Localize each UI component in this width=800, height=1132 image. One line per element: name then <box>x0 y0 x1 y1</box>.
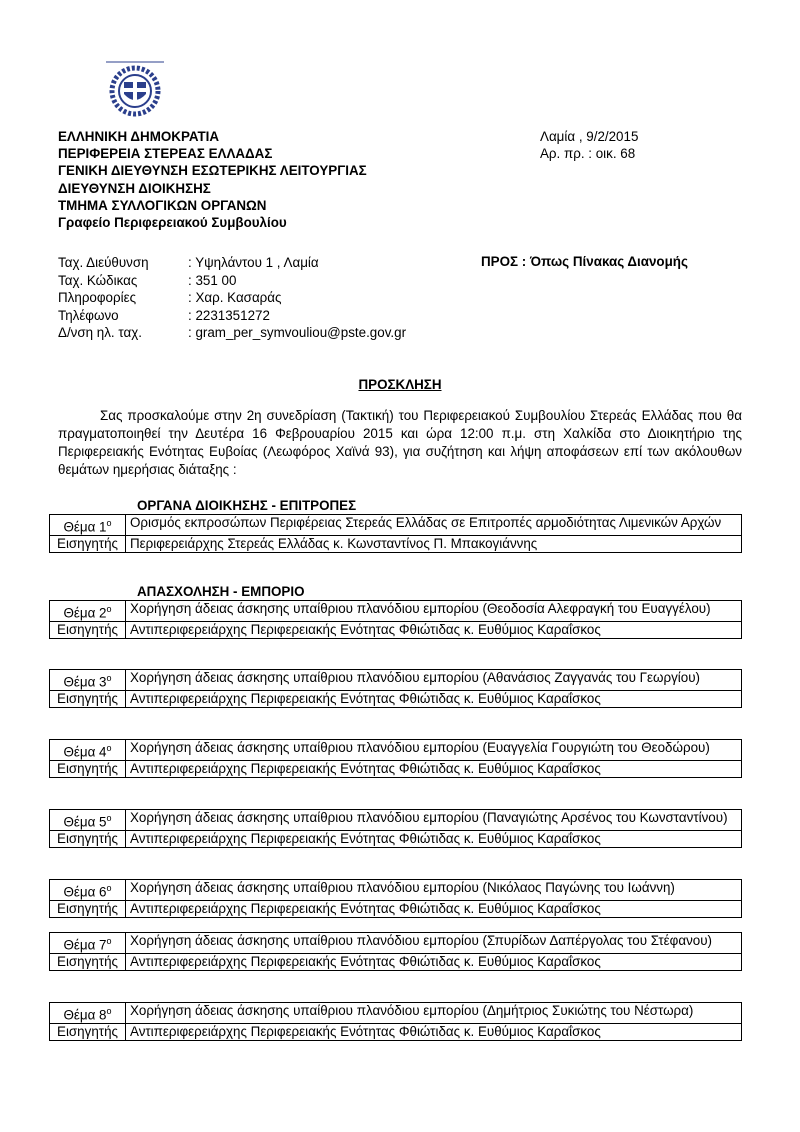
contact-row <box>58 324 406 342</box>
contact-value: : Χαρ. Κασαράς <box>188 290 282 306</box>
contact-row <box>58 272 406 290</box>
topic-row <box>50 880 742 901</box>
topic-row <box>50 1003 742 1024</box>
topic-subject: Ορισμός εκπροσώπων Περιφέρειας Στερεάς Ελλάδας σε Επιτροπές αρμοδιότητας Λιμενικών Αρχών <box>126 515 742 536</box>
contact-label: Ταχ. Διεύθυνση <box>58 255 149 270</box>
section-heading: ΑΠΑΣΧΟΛΗΣΗ - ΕΜΠΟΡΙΟ <box>137 584 305 599</box>
rapporteur-name: Αντιπεριφερειάρχης Περιφερειακής Ενότητας Φθιώτιδας κ. Ευθύμιος Καραΐσκος <box>126 691 742 708</box>
contact-label: Ταχ. Κώδικας <box>58 272 138 288</box>
topic-subject: Χορήγηση άδειας άσκησης υπαίθριου πλανόδιου εμπορίου (Σπυρίδων Δαπέργολας του Στέφανου) <box>126 933 742 954</box>
topic-label: Θέμα $5^o$ <box>50 810 126 831</box>
topic-table <box>49 879 742 918</box>
rapporteur-row <box>50 691 742 708</box>
rapporteur-name: Αντιπεριφερειάρχης Περιφερειακής Ενότητας Φθιώτιδας κ. Ευθύμιος Καραΐσκος <box>126 954 742 971</box>
contact-label: Δ/νση ηλ. ταχ. <box>58 325 142 341</box>
topic-table <box>49 669 742 708</box>
date-protocol-block <box>540 128 638 162</box>
contact-block <box>58 254 406 342</box>
protocol-number: Αρ. πρ. : οικ. 68 <box>540 146 636 162</box>
topic-subject: Χορήγηση άδειας άσκησης υπαίθριου πλανόδιου εμπορίου (Δημήτριος Συκιώτης του Νέστωρα) <box>126 1003 742 1024</box>
rapporteur-row <box>50 1024 742 1041</box>
topic-subject: Χορήγηση άδειας άσκησης υπαίθριου πλανόδιου εμπορίου (Θεοδοσία Αλεφραγκή του Ευαγγέλου) <box>126 601 742 622</box>
topic-table <box>49 600 742 639</box>
issuer-block <box>58 128 367 231</box>
contact-email: : gram_per_symvouliou@pste.gov.gr <box>188 325 407 341</box>
contact-row <box>58 307 406 325</box>
contact-value: : 2231351272 <box>188 307 270 323</box>
topic-row <box>50 670 742 691</box>
contact-value: : Υψηλάντου 1 , Λαμία <box>188 255 319 270</box>
contact-label: Πληροφορίες <box>58 290 137 306</box>
document-date: Λαμία , 9/2/2015 <box>540 129 639 144</box>
issuer-line: ΤΜΗΜΑ ΣΥΛΛΟΓΙΚΩΝ ΟΡΓΑΝΩΝ <box>58 197 267 213</box>
rapporteur-row <box>50 831 742 848</box>
contact-row <box>58 289 406 307</box>
issuer-line: ΕΛΛΗΝΙΚΗ ΔΗΜΟΚΡΑΤΙΑ <box>58 129 220 144</box>
document-title: ΠΡΟΣΚΛΗΣΗ <box>358 377 442 392</box>
rapporteur-label: Εισηγητής <box>50 622 126 639</box>
contact-value: : 351 00 <box>188 272 237 288</box>
topic-row <box>50 515 742 536</box>
contact-row <box>58 254 406 272</box>
topic-label: Θέμα $4^o$ <box>50 740 126 761</box>
topic-row <box>50 810 742 831</box>
rapporteur-label: Εισηγητής <box>50 954 126 971</box>
topic-table <box>49 514 742 553</box>
topic-label: Θέμα $2^o$ <box>50 601 126 622</box>
topic-subject: Χορήγηση άδειας άσκησης υπαίθριου πλανόδιου εμπορίου (Νικόλαος Παγώνης του Ιωάννη) <box>126 880 742 901</box>
rapporteur-row <box>50 901 742 918</box>
rapporteur-name: Αντιπεριφερειάρχης Περιφερειακής Ενότητας Φθιώτιδας κ. Ευθύμιος Καραΐσκος <box>126 831 742 848</box>
rapporteur-name: Περιφερειάρχης Στερεάς Ελλάδας κ. Κωνσταντίνος Π. Μπακογιάννης <box>126 536 742 553</box>
topic-label: Θέμα $6^o$ <box>50 880 126 901</box>
rapporteur-label: Εισηγητής <box>50 831 126 848</box>
rapporteur-label: Εισηγητής <box>50 1024 126 1041</box>
recipient-line: ΠΡΟΣ : Όπως Πίνακας Διανομής <box>481 254 688 269</box>
issuer-line: ΓΕΝΙΚΗ ΔΙΕΥΘΥΝΣΗ ΕΣΩΤΕΡΙΚΗΣ ΛΕΙΤΟΥΡΓΙΑΣ <box>58 163 367 179</box>
topic-subject: Χορήγηση άδειας άσκησης υπαίθριου πλανόδιου εμπορίου (Παναγιώτης Αρσένος του Κωνσταντίνου) <box>126 810 742 831</box>
hellenic-republic-emblem-icon <box>104 60 166 118</box>
topic-label: Θέμα $1^o$ <box>50 515 126 536</box>
section-heading: ΟΡΓΑΝΑ ΔΙΟΙΚΗΣΗΣ - ΕΠΙΤΡΟΠΕΣ <box>137 498 357 513</box>
topic-label: Θέμα $3^o$ <box>50 670 126 691</box>
topic-row <box>50 933 742 954</box>
rapporteur-name: Αντιπεριφερειάρχης Περιφερειακής Ενότητας Φθιώτιδας κ. Ευθύμιος Καραΐσκος <box>126 901 742 918</box>
issuer-line: ΠΕΡΙΦΕΡΕΙΑ ΣΤΕΡΕΑΣ ΕΛΛΑΔΑΣ <box>58 146 273 162</box>
topic-table <box>49 809 742 848</box>
rapporteur-label: Εισηγητής <box>50 691 126 708</box>
topic-table <box>49 932 742 971</box>
rapporteur-label: Εισηγητής <box>50 536 126 553</box>
topic-subject: Χορήγηση άδειας άσκησης υπαίθριου πλανόδιου εμπορίου (Αθανάσιος Ζαγγανάς του Γεωργίου) <box>126 670 742 691</box>
topic-row <box>50 740 742 761</box>
topic-row <box>50 601 742 622</box>
rapporteur-label: Εισηγητής <box>50 761 126 778</box>
contact-label: Τηλέφωνο <box>58 307 119 323</box>
rapporteur-row <box>50 622 742 639</box>
issuer-line: ΔΙΕΥΘΥΝΣΗ ΔΙΟΙΚΗΣΗΣ <box>58 180 211 196</box>
rapporteur-row <box>50 954 742 971</box>
rapporteur-name: Αντιπεριφερειάρχης Περιφερειακής Ενότητας Φθιώτιδας κ. Ευθύμιος Καραΐσκος <box>126 761 742 778</box>
topic-label: Θέμα $7^o$ <box>50 933 126 954</box>
rapporteur-row <box>50 536 742 553</box>
issuer-line: Γραφείο Περιφερειακού Συμβουλίου <box>58 215 287 231</box>
topic-subject: Χορήγηση άδειας άσκησης υπαίθριου πλανόδιου εμπορίου (Ευαγγελία Γουργιώτη του Θεοδώρου) <box>126 740 742 761</box>
topic-table <box>49 1002 742 1041</box>
topic-label: Θέμα $8^o$ <box>50 1003 126 1024</box>
topic-table <box>49 739 742 778</box>
rapporteur-label: Εισηγητής <box>50 901 126 918</box>
rapporteur-row <box>50 761 742 778</box>
rapporteur-name: Αντιπεριφερειάρχης Περιφερειακής Ενότητας Φθιώτιδας κ. Ευθύμιος Καραΐσκος <box>126 1024 742 1041</box>
intro-paragraph: Σας προσκαλούμε στην 2η συνεδρίαση (Τακτική) του Περιφερειακού Συμβουλίου Στερεάς Ελλάδας που θα πραγματοποιηθεί την Δευτέρα 16 Φεβρουαρίου 2015 και ώρα 12:00 π.μ. στη Χαλκίδα στο Διοικητήριο της Περιφερειακής Ενότητας Ευβοίας (Λεωφόρος Χαϊνά 93), για συζήτηση και λήψη αποφάσεων επί των ακόλουθων θεμάτων ημερήσιας διάταξης : <box>58 408 742 477</box>
rapporteur-name: Αντιπεριφερειάρχης Περιφερειακής Ενότητας Φθιώτιδας κ. Ευθύμιος Καραΐσκος <box>126 622 742 639</box>
